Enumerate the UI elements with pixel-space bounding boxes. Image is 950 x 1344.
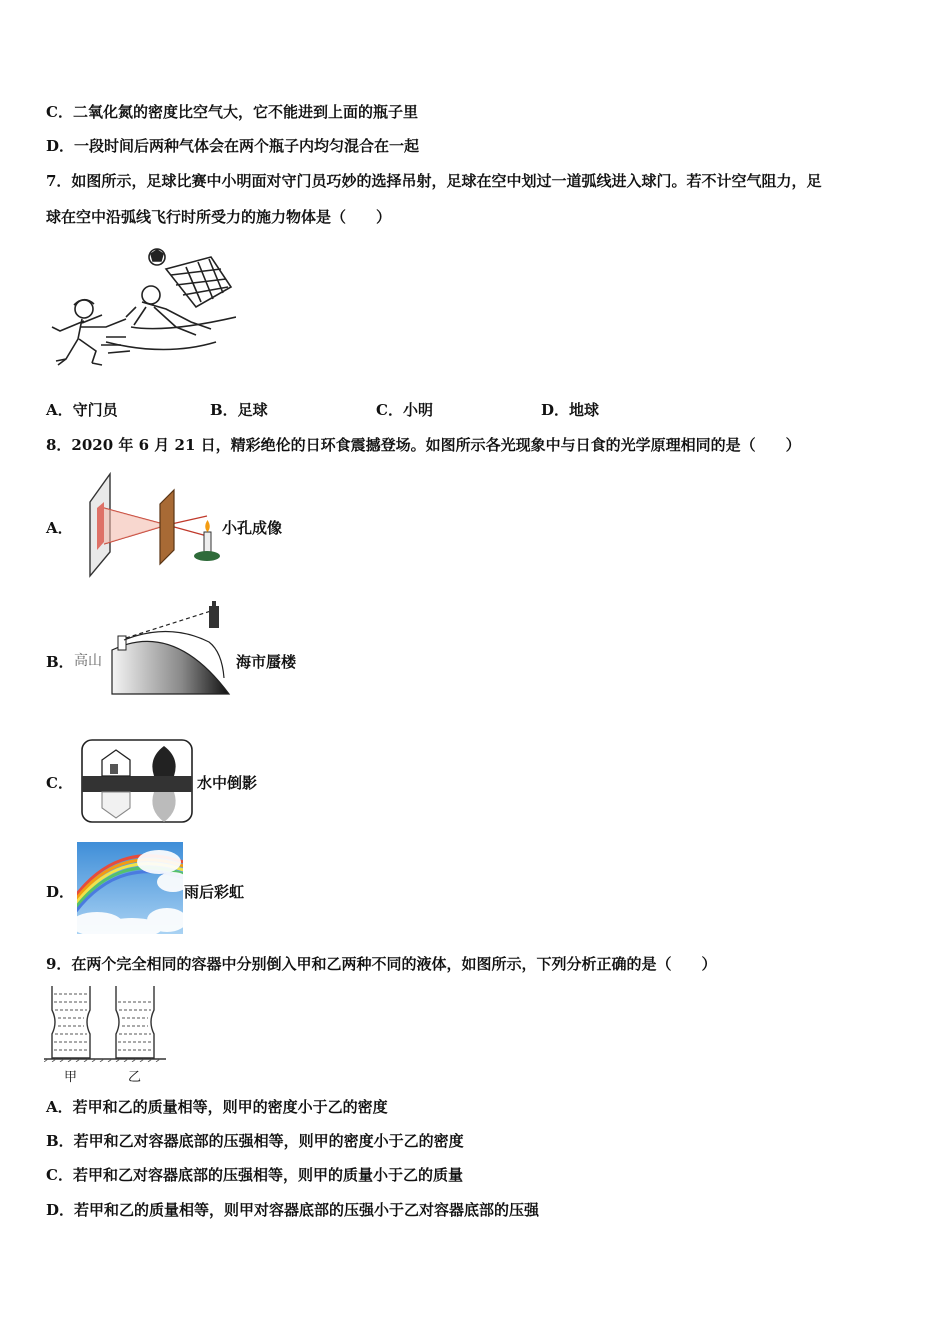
q8-option-a-label: A． [46, 519, 73, 537]
q7-stem-line2: 球在空中沿弧线飞行时所受力的施力物体是（ ） [46, 208, 392, 226]
container-jia-label: 甲 [64, 1070, 78, 1085]
pinhole-imaging-figure [82, 472, 222, 578]
q8-option-c-label: C． [46, 774, 73, 792]
rainbow-photo [77, 842, 183, 934]
q7-option-b: B．足球 [210, 401, 268, 419]
q7-option-c: C．小明 [376, 401, 433, 419]
q7-option-d: D．地球 [541, 401, 600, 419]
q9-stem: 9．在两个完全相同的容器中分别倒入甲和乙两种不同的液体，如图所示，下列分析正确的是（ ） [46, 955, 717, 973]
soccer-lob-shot-figure [46, 247, 236, 375]
q9-option-b: B．若甲和乙对容器底部的压强相等，则甲的密度小于乙的密度 [46, 1132, 464, 1150]
container-yi-label: 乙 [128, 1070, 142, 1085]
q8-stem: 8．2020 年 6 月 21 日，精彩绝伦的日环食震撼登场。如图所示各光现象中与日食的光学原理相同的是（ ） [46, 436, 801, 454]
q9-option-d: D．若甲和乙的质量相等，则甲对容器底部的压强小于乙对容器底部的压强 [46, 1201, 540, 1219]
q8-option-b-caption: 海市蜃楼 [236, 653, 297, 671]
two-containers-figure [44, 982, 168, 1062]
q9-option-c: C．若甲和乙对容器底部的压强相等，则甲的质量小于乙的质量 [46, 1166, 463, 1184]
q8-option-b-label: B． [46, 653, 74, 671]
q9-option-a: A．若甲和乙的质量相等，则甲的密度小于乙的密度 [46, 1098, 388, 1116]
q8-option-d-label: D． [46, 883, 75, 901]
q6-option-c: C．二氧化氮的密度比空气大，它不能进到上面的瓶子里 [46, 103, 418, 121]
q8-option-d-caption: 雨后彩虹 [184, 883, 245, 901]
q8-option-a-caption: 小孔成像 [222, 519, 283, 537]
water-reflection-figure [80, 738, 196, 826]
q7-option-a: A．守门员 [46, 401, 118, 419]
high-mountain-label: 高山 [74, 653, 102, 669]
q8-option-c-caption: 水中倒影 [197, 774, 258, 792]
q7-stem-line1: 7．如图所示，足球比赛中小明面对守门员巧妙的选择吊射，足球在空中划过一道弧线进入球门。若不计空气阻力，足 [46, 172, 822, 190]
q6-option-d: D．一段时间后两种气体会在两个瓶子内均匀混合在一起 [46, 137, 420, 155]
mirage-figure [74, 600, 234, 698]
